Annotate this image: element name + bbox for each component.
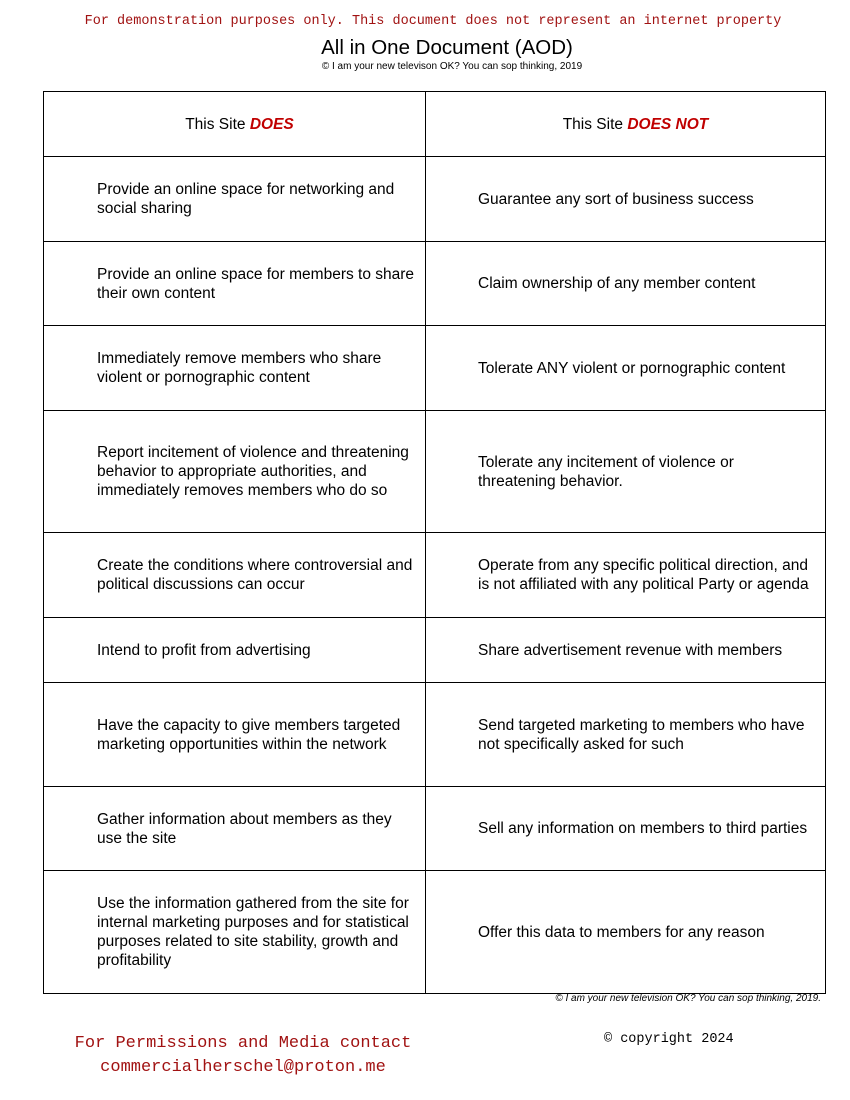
does-does-not-table [43, 91, 826, 994]
table-row [44, 787, 826, 871]
table-row [44, 533, 826, 618]
header-does-prefix: This Site [185, 115, 250, 133]
contact-block [38, 1032, 448, 1080]
does-cell: Report incitement of violence and threatening behavior to appropriate authorities, and immediately removes members who do so [44, 411, 426, 533]
does-cell: Have the capacity to give members targeted marketing opportunities within the network [44, 683, 426, 787]
does-cell: Immediately remove members who share violent or pornographic content [44, 326, 426, 411]
does-not-cell: Send targeted marketing to members who have not specifically asked for such [426, 683, 826, 787]
table-row [44, 157, 826, 242]
does-not-cell: Share advertisement revenue with members [426, 618, 826, 683]
table-row [44, 871, 826, 994]
does-cell: Intend to profit from advertising [44, 618, 426, 683]
table-row [44, 326, 826, 411]
table-row [44, 242, 826, 326]
does-not-cell: Offer this data to members for any reason [426, 871, 826, 994]
does-not-cell: Claim ownership of any member content [426, 242, 826, 326]
header-does [44, 92, 426, 157]
does-cell: Provide an online space for members to share their own content [44, 242, 426, 326]
header-does-emphasis: DOES [249, 115, 294, 133]
does-cell: Gather information about members as they use the site [44, 787, 426, 871]
table-row [44, 683, 826, 787]
does-cell: Provide an online space for networking and social sharing [44, 157, 426, 242]
does-not-cell: Sell any information on members to third parties [426, 787, 826, 871]
does-not-cell: Tolerate ANY violent or pornographic content [426, 326, 826, 411]
table-header-row [44, 92, 826, 157]
copyright-notice: © copyright 2024 [604, 1032, 734, 1047]
contact-email: commercialherschel@proton.me [100, 1058, 386, 1077]
demo-disclaimer: For demonstration purposes only. This document does not represent an internet property [84, 14, 782, 29]
header-does-not-prefix: This Site [562, 115, 628, 133]
does-not-cell: Operate from any specific political direction, and is not affiliated with any political Party or agenda [426, 533, 826, 618]
table-row [44, 618, 826, 683]
header-does-not [426, 92, 826, 157]
header-does-not-emphasis: DOES NOT [627, 115, 709, 133]
table-footnote: © I am your new television OK? You can sop thinking, 2019. [555, 993, 821, 1004]
does-cell: Create the conditions where controversial and political discussions can occur [44, 533, 426, 618]
table-row [44, 411, 826, 533]
does-not-cell: Tolerate any incitement of violence or threatening behavior. [426, 411, 826, 533]
document-title: All in One Document (AOD) [321, 36, 573, 59]
document-subtitle: © I am your new televison OK? You can sop thinking, 2019 [321, 61, 583, 72]
contact-heading: For Permissions and Media contact [74, 1034, 412, 1053]
does-not-cell: Guarantee any sort of business success [426, 157, 826, 242]
does-cell: Use the information gathered from the site for internal marketing purposes and for statistical purposes related to site stability, growth and profitability [44, 871, 426, 994]
